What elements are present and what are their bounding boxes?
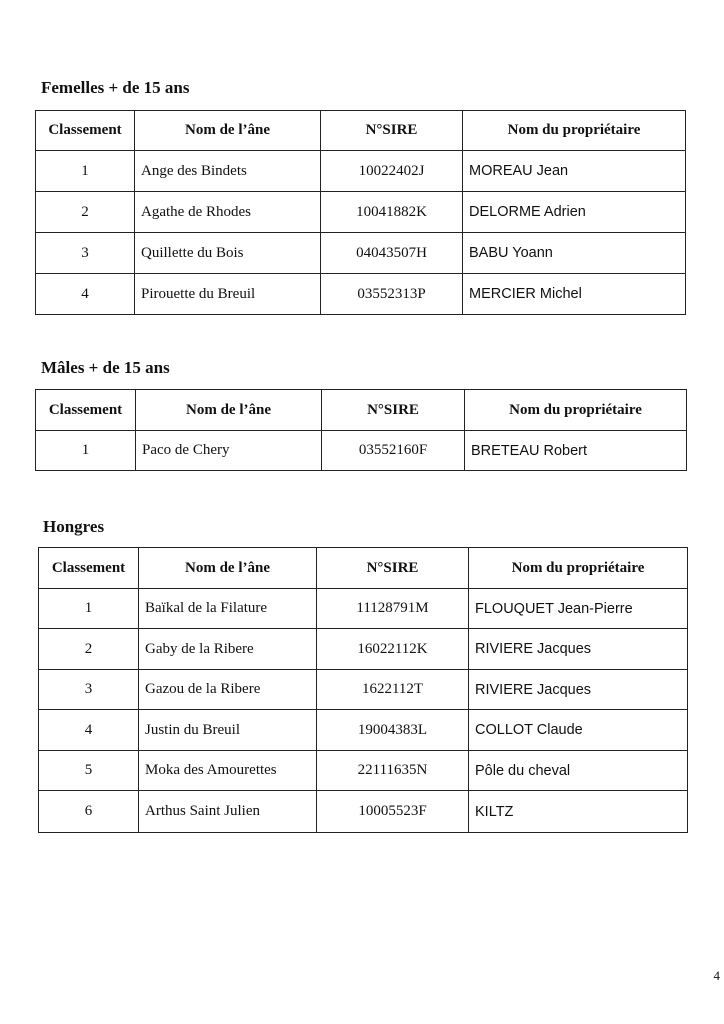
- table-header-row: [36, 390, 687, 431]
- cell-owner: BRETEAU Robert: [465, 431, 687, 471]
- table-header-row: [39, 548, 688, 589]
- cell-owner: RIVIERE Jacques: [469, 670, 688, 710]
- table-header-row: [36, 111, 686, 151]
- cell-rank: 1: [39, 589, 139, 629]
- col-header-rank: Classement: [39, 548, 139, 589]
- col-header-sire: N°SIRE: [321, 111, 463, 151]
- cell-owner: KILTZ: [469, 791, 688, 833]
- cell-sire: 03552313P: [321, 274, 463, 315]
- cell-rank: 3: [36, 233, 135, 274]
- cell-name: Moka des Amourettes: [139, 751, 317, 791]
- table-row: [39, 751, 688, 791]
- col-header-owner: Nom du propriétaire: [469, 548, 688, 589]
- table-row: [36, 233, 686, 274]
- cell-name: Ange des Bindets: [135, 151, 321, 192]
- table-males: [35, 389, 687, 471]
- cell-name: Baïkal de la Filature: [139, 589, 317, 629]
- page-number: 4: [713, 968, 720, 983]
- cell-name: Pirouette du Breuil: [135, 274, 321, 315]
- col-header-rank: Classement: [36, 111, 135, 151]
- cell-owner: MOREAU Jean: [463, 151, 686, 192]
- cell-owner: DELORME Adrien: [463, 192, 686, 233]
- col-header-name: Nom de l’âne: [139, 548, 317, 589]
- cell-sire: 11128791M: [317, 589, 469, 629]
- cell-sire: 1622112T: [317, 670, 469, 710]
- cell-sire: 04043507H: [321, 233, 463, 274]
- cell-name: Arthus Saint Julien: [139, 791, 317, 833]
- cell-sire: 10005523F: [317, 791, 469, 833]
- cell-owner: Pôle du cheval: [469, 751, 688, 791]
- table-row: [36, 192, 686, 233]
- table-femelles: [35, 110, 686, 315]
- col-header-rank: Classement: [36, 390, 136, 431]
- cell-sire: 10041882K: [321, 192, 463, 233]
- cell-name: Gazou de la Ribere: [139, 670, 317, 710]
- cell-owner: RIVIERE Jacques: [469, 629, 688, 670]
- cell-owner: BABU Yoann: [463, 233, 686, 274]
- table-row: [39, 629, 688, 670]
- cell-sire: 19004383L: [317, 710, 469, 751]
- table-row: [39, 710, 688, 751]
- section-title-hongres: Hongres: [43, 517, 105, 536]
- col-header-name: Nom de l’âne: [136, 390, 322, 431]
- cell-rank: 4: [39, 710, 139, 751]
- table-row: [36, 151, 686, 192]
- table-row: [36, 274, 686, 315]
- cell-rank: 2: [39, 629, 139, 670]
- cell-rank: 1: [36, 431, 136, 471]
- cell-owner: FLOUQUET Jean-Pierre: [469, 589, 688, 629]
- cell-name: Justin du Breuil: [139, 710, 317, 751]
- table-row: [39, 791, 688, 833]
- cell-sire: 10022402J: [321, 151, 463, 192]
- table-row: [36, 431, 687, 471]
- col-header-sire: N°SIRE: [322, 390, 465, 431]
- section-title-femelles: Femelles + de 15 ans: [41, 78, 190, 97]
- cell-name: Agathe de Rhodes: [135, 192, 321, 233]
- cell-rank: 6: [39, 791, 139, 833]
- cell-sire: 03552160F: [322, 431, 465, 471]
- cell-rank: 2: [36, 192, 135, 233]
- cell-name: Paco de Chery: [136, 431, 322, 471]
- cell-sire: 16022112K: [317, 629, 469, 670]
- cell-rank: 1: [36, 151, 135, 192]
- cell-sire: 22111635N: [317, 751, 469, 791]
- col-header-owner: Nom du propriétaire: [465, 390, 687, 431]
- cell-owner: COLLOT Claude: [469, 710, 688, 751]
- col-header-name: Nom de l’âne: [135, 111, 321, 151]
- cell-rank: 5: [39, 751, 139, 791]
- table-row: [39, 589, 688, 629]
- cell-name: Gaby de la Ribere: [139, 629, 317, 670]
- cell-rank: 3: [39, 670, 139, 710]
- cell-owner: MERCIER Michel: [463, 274, 686, 315]
- table-row: [39, 670, 688, 710]
- cell-rank: 4: [36, 274, 135, 315]
- col-header-sire: N°SIRE: [317, 548, 469, 589]
- table-hongres: [38, 547, 688, 833]
- cell-name: Quillette du Bois: [135, 233, 321, 274]
- col-header-owner: Nom du propriétaire: [463, 111, 686, 151]
- section-title-males: Mâles + de 15 ans: [41, 358, 170, 377]
